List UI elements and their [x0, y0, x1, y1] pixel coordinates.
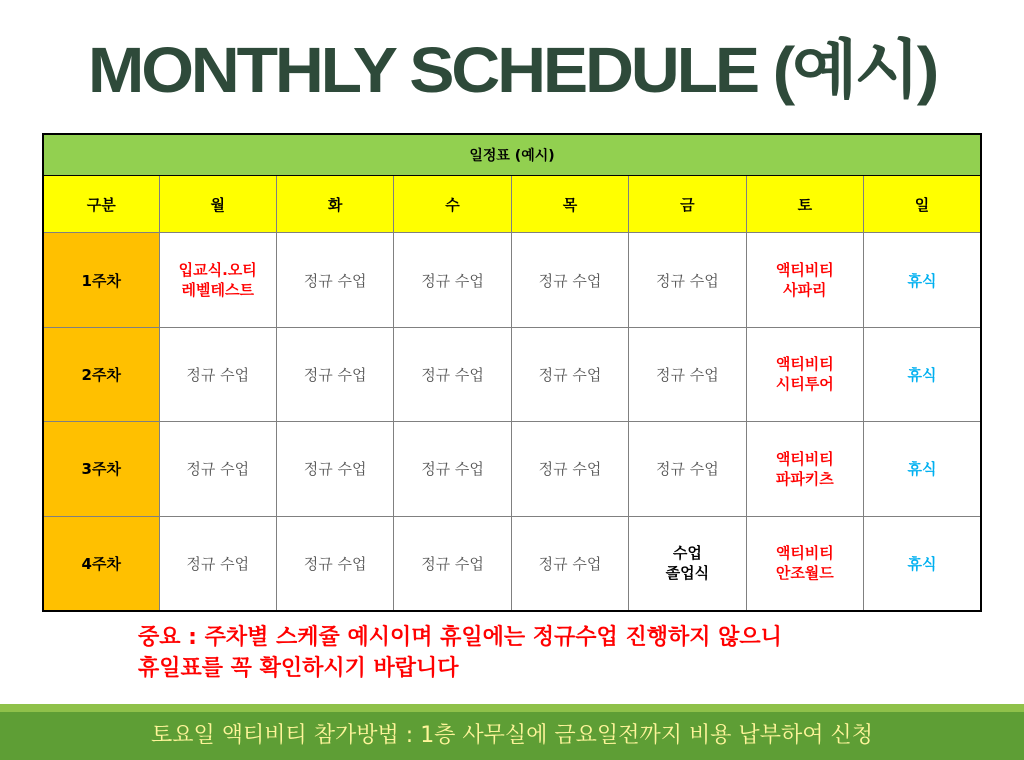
- cell-text-line: 휴식: [907, 554, 937, 573]
- header-category: 구분: [43, 176, 159, 233]
- schedule-cell-thursday: [511, 516, 628, 611]
- cell-text-line: 정규 수업: [421, 554, 484, 573]
- schedule-cell-tuesday: [276, 422, 393, 516]
- cell-text-line: 정규 수업: [538, 460, 602, 479]
- schedule-cell-sunday: [864, 422, 981, 516]
- table-caption-row: [43, 134, 981, 176]
- schedule-cell-thursday: [511, 422, 628, 516]
- cell-text-line: 정규 수업: [186, 554, 250, 573]
- cell-text-line: 정규 수업: [421, 365, 484, 384]
- schedule-cell-friday: [629, 233, 746, 327]
- schedule-cell-sunday: [864, 233, 981, 327]
- schedule-cell-thursday: [511, 233, 628, 327]
- cell-text-line: 수업: [672, 544, 702, 563]
- cell-text-line: 액티비티: [775, 544, 834, 563]
- cell-text-line: 안조월드: [775, 564, 834, 583]
- schedule-cell-sunday: [864, 516, 981, 611]
- schedule-cell-saturday: [746, 233, 863, 327]
- footer-strip: [0, 704, 1024, 712]
- cell-text-line: 정규 수업: [303, 460, 367, 479]
- schedule-cell-saturday: [746, 422, 863, 516]
- cell-text-line: 사파리: [783, 281, 827, 300]
- footer-banner: 토요일 액티비티 참가방법 : 1층 사무실에 금요일전까지 비용 납부하여 신청: [0, 712, 1024, 760]
- schedule-cell-thursday: [511, 327, 628, 421]
- cell-text-line: 액티비티: [775, 449, 834, 468]
- week-label: 1주차: [43, 233, 159, 327]
- table-header-row: [43, 176, 981, 233]
- schedule-cell-monday: [159, 233, 276, 327]
- cell-text-line: 정규 수업: [303, 365, 367, 384]
- cell-text-line: 파파키츠: [775, 469, 834, 488]
- table-row: [43, 233, 981, 327]
- schedule-cell-friday: [629, 516, 746, 611]
- cell-text-line: 정규 수업: [538, 271, 602, 290]
- cell-text-line: 정규 수업: [656, 460, 719, 479]
- schedule-cell-tuesday: [276, 516, 393, 611]
- cell-text-line: 정규 수업: [421, 271, 484, 290]
- schedule-cell-monday: [159, 422, 276, 516]
- notice-line-2: 휴일표를 꼭 확인하시기 바랍니다: [138, 656, 459, 681]
- notice: [138, 622, 782, 684]
- table-row: [43, 327, 981, 421]
- cell-text-line: 정규 수업: [303, 554, 367, 573]
- cell-text-line: 정규 수업: [303, 271, 367, 290]
- cell-text-line: 졸업식: [665, 564, 710, 583]
- schedule-cell-monday: [159, 516, 276, 611]
- table-row: [43, 422, 981, 516]
- week-label: 4주차: [43, 516, 159, 611]
- header-monday: 월: [159, 176, 276, 233]
- week-label: 2주차: [43, 327, 159, 421]
- cell-text-line: 정규 수업: [656, 271, 719, 290]
- schedule-cell-sunday: [864, 327, 981, 421]
- cell-text-line: 휴식: [907, 460, 937, 479]
- cell-text-line: 입교식.오티: [178, 261, 257, 280]
- header-saturday: 토: [746, 176, 863, 233]
- cell-text-line: 정규 수업: [538, 365, 602, 384]
- header-sunday: 일: [864, 176, 981, 233]
- cell-text-line: 액티비티: [775, 355, 834, 374]
- week-label: 3주차: [43, 422, 159, 516]
- schedule-cell-wednesday: [394, 327, 511, 421]
- cell-text-line: 정규 수업: [421, 460, 484, 479]
- notice-line-1: 중요 : 주차별 스케쥴 예시이며 휴일에는 정규수업 진행하지 않으니: [138, 625, 782, 650]
- schedule-cell-friday: [629, 422, 746, 516]
- header-thursday: 목: [511, 176, 628, 233]
- cell-text-line: 휴식: [907, 271, 937, 290]
- cell-text-line: 시티투어: [775, 375, 834, 394]
- schedule-table: [42, 133, 982, 612]
- cell-text-line: 정규 수업: [538, 554, 602, 573]
- cell-text-line: 정규 수업: [186, 460, 250, 479]
- page-title: MONTHLY SCHEDULE (예시): [87, 34, 937, 106]
- table-row: [43, 516, 981, 611]
- cell-text-line: 정규 수업: [656, 365, 719, 384]
- cell-text-line: 액티비티: [775, 261, 834, 280]
- schedule-cell-tuesday: [276, 233, 393, 327]
- header-tuesday: 화: [276, 176, 393, 233]
- schedule-cell-monday: [159, 327, 276, 421]
- header-friday: 금: [629, 176, 746, 233]
- table-caption: 일정표 (예시): [43, 134, 981, 176]
- cell-text-line: 정규 수업: [186, 365, 250, 384]
- schedule-cell-wednesday: [394, 422, 511, 516]
- schedule-cell-saturday: [746, 516, 863, 611]
- schedule-cell-tuesday: [276, 327, 393, 421]
- cell-text-line: 레벨테스트: [181, 281, 254, 300]
- header-wednesday: 수: [394, 176, 511, 233]
- schedule-cell-friday: [629, 327, 746, 421]
- schedule-cell-wednesday: [394, 233, 511, 327]
- schedule-cell-saturday: [746, 327, 863, 421]
- cell-text-line: 휴식: [907, 365, 937, 384]
- schedule-cell-wednesday: [394, 516, 511, 611]
